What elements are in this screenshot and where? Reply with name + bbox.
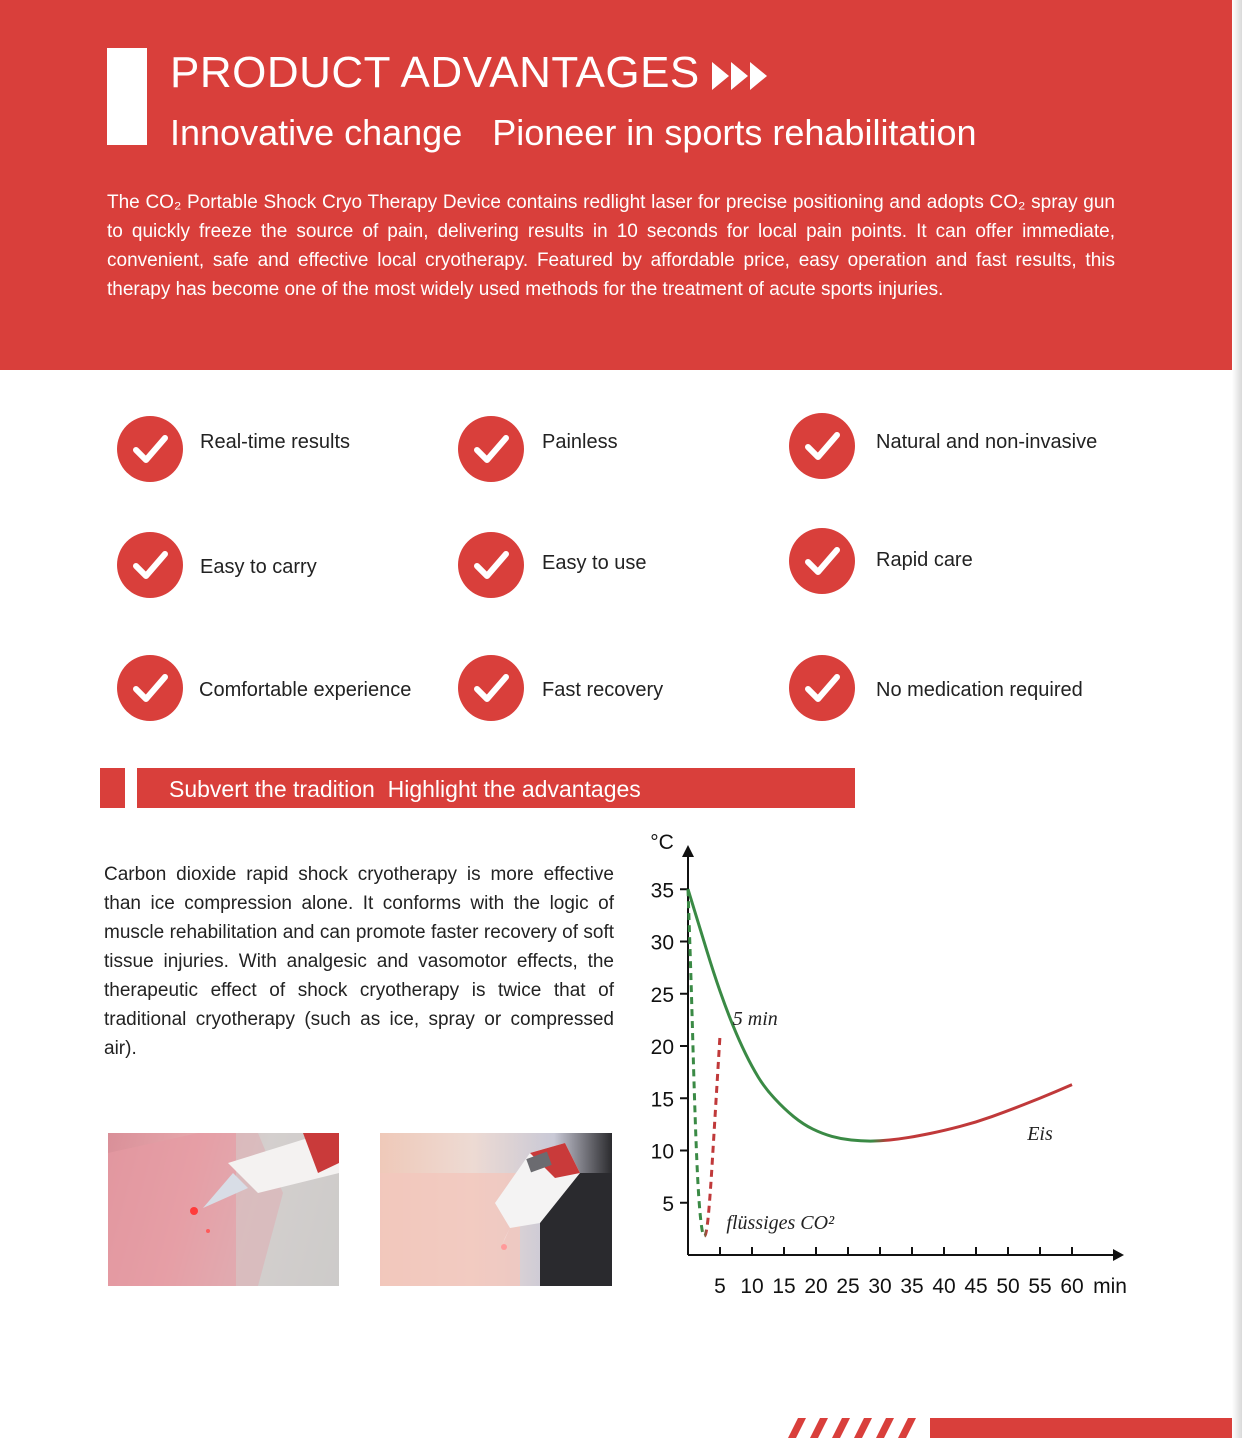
y-tick-label: 20 <box>650 1036 674 1059</box>
y-tick-label: 15 <box>650 1088 674 1112</box>
footer-accent-bar <box>930 1418 1232 1438</box>
feature-label: Easy to use <box>542 552 647 574</box>
x-axis-arrow-icon <box>1113 1249 1124 1261</box>
x-tick-label: 50 <box>996 1275 1020 1298</box>
triple-arrow-icon <box>712 62 767 90</box>
y-tick-label: 25 <box>650 983 674 1007</box>
section-accent-block <box>100 768 125 808</box>
check-icon <box>117 416 183 482</box>
feature-label: Real-time results <box>200 431 351 453</box>
y-tick-label: 5 <box>662 1192 674 1216</box>
annotation-5min: 5 min <box>732 1008 778 1031</box>
x-tick-label: 55 <box>1028 1275 1052 1298</box>
x-tick-label: 25 <box>836 1275 860 1298</box>
feature-label: Fast recovery <box>542 679 664 701</box>
x-tick-label: 5 <box>714 1275 726 1298</box>
x-tick-label: 30 <box>868 1275 892 1298</box>
feature-label: Painless <box>542 431 618 453</box>
check-icon <box>789 528 855 594</box>
x-axis-label: min <box>1093 1275 1127 1298</box>
page-subtitle: Innovative change Pioneer in sports rehabilitation <box>170 112 977 153</box>
chart-axes <box>682 845 1124 1261</box>
check-icon <box>117 532 183 598</box>
annotation-co2: flüssiges CO² <box>726 1211 835 1234</box>
check-icon <box>458 655 524 721</box>
x-tick-label: 15 <box>772 1275 796 1298</box>
temperature-chart <box>640 825 1140 1305</box>
device-on-elbow-photo <box>108 1133 339 1286</box>
check-icon <box>117 655 183 721</box>
header-banner <box>0 0 1232 370</box>
section-title: Subvert the tradition Highlight the advantages <box>169 776 641 802</box>
check-icon <box>789 655 855 721</box>
x-tick-label: 35 <box>900 1275 924 1298</box>
decorative-stripes <box>780 1418 930 1438</box>
section-body: Carbon dioxide rapid shock cryotherapy is more effective than ice compression alone. It conforms with the logic of muscle rehabilitation and can promote faster recovery of soft tissue injuries. With analgesic and vasomotor effects, the therapeutic effect of shock cryotherapy is twice that of traditional cryotherapy (such as ice, spray or compressed air). <box>104 864 614 1059</box>
feature-label: Comfortable experience <box>199 679 412 701</box>
x-tick-label: 40 <box>932 1275 956 1298</box>
check-icon <box>789 413 855 479</box>
feature-label: Rapid care <box>876 549 973 571</box>
feature-label: Natural and non-invasive <box>876 431 1098 453</box>
y-tick-label: 30 <box>650 931 674 955</box>
page-title: PRODUCT ADVANTAGES <box>170 48 700 97</box>
y-tick-label: 35 <box>650 879 674 903</box>
check-icon <box>458 532 524 598</box>
y-tick-label: 10 <box>650 1140 674 1164</box>
annotation-eis: Eis <box>1027 1123 1053 1146</box>
product-description: The CO₂ Portable Shock Cryo Therapy Device contains redlight laser for precise positioning and adopts CO₂ spray gun to quickly freeze the source of pain, delivering results in 10 seconds for local pain points. It can offer immediate, convenient, safe and effective local cryotherapy. Featured by affordable price, easy operation and fast results, this therapy has become one of the most widely used methods for the treatment of acute sports injuries. <box>107 192 1115 300</box>
feature-label: Easy to carry <box>200 556 317 578</box>
feature-label: No medication required <box>876 679 1083 701</box>
check-icon <box>458 416 524 482</box>
x-tick-label: 20 <box>804 1275 828 1298</box>
device-illustration <box>380 1133 612 1286</box>
y-axis-arrow-icon <box>682 845 694 857</box>
x-tick-label: 45 <box>964 1275 988 1298</box>
device-illustration <box>108 1133 339 1286</box>
page-edge-shadow <box>1232 0 1242 1438</box>
device-on-back-photo <box>380 1133 612 1286</box>
x-tick-label: 60 <box>1060 1275 1084 1298</box>
y-axis-label: °C <box>650 831 674 854</box>
x-tick-label: 10 <box>740 1275 764 1298</box>
title-accent-bar <box>107 48 147 145</box>
